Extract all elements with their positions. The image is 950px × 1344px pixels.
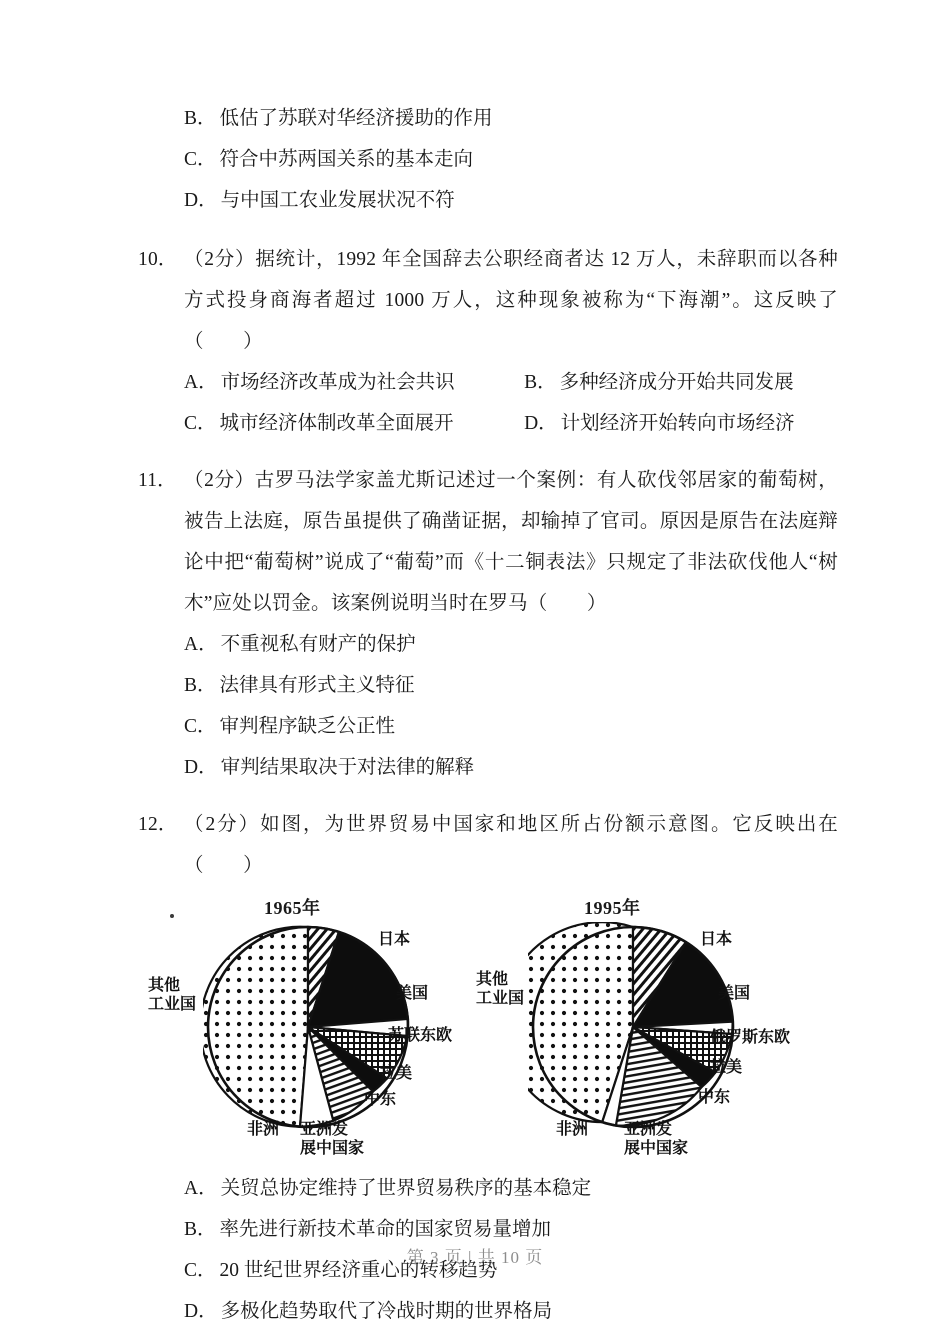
option-item[interactable]: [524, 403, 838, 444]
question-number: 11．: [138, 470, 177, 491]
pie-label-asia-developing-1965: [300, 1120, 364, 1158]
option-letter: A．: [184, 634, 218, 655]
pie-chart-1995: [478, 892, 808, 1160]
option-letter: A．: [184, 1178, 218, 1199]
pie-label-asia-line1: 亚洲发: [624, 1121, 673, 1138]
question-stem-line: [138, 804, 838, 886]
pie-label-africa-1965: 非洲: [247, 1121, 280, 1138]
option-item[interactable]: [184, 706, 838, 747]
option-letter: C．: [184, 716, 217, 737]
pie-label-other-industrial-1995: [476, 970, 524, 1008]
option-row: [184, 362, 838, 403]
option-letter: C．: [184, 1260, 217, 1281]
question-stem: [184, 804, 838, 886]
pie-title-1995: 1995年: [584, 898, 641, 918]
option-item[interactable]: [184, 139, 838, 180]
pie-label-other-line2: 工业国: [148, 996, 197, 1013]
option-text: 符合中苏两国关系的基本走向: [219, 149, 474, 170]
option-row: [184, 706, 838, 747]
option-letter: A．: [184, 372, 218, 393]
option-letter: D．: [184, 757, 218, 778]
page-footer: 第 3 页 | 共 10 页: [406, 1248, 544, 1267]
option-text: 法律具有形式主义特征: [219, 675, 415, 696]
option-text: 与中国工农业发展状况不符: [220, 190, 455, 211]
pie-label-asia-developing-1995: [624, 1120, 688, 1158]
option-item[interactable]: [184, 403, 524, 444]
option-item[interactable]: [524, 362, 838, 403]
option-text: 城市经济体制改革全面展开: [219, 413, 454, 434]
option-item[interactable]: [184, 1291, 838, 1332]
option-letter: C．: [184, 413, 217, 434]
pie-chart-1965: [148, 892, 478, 1160]
question-stem-line: [138, 460, 838, 624]
option-row: [184, 403, 838, 444]
option-text: 审判结果取决于对法律的解释: [220, 757, 475, 778]
option-letter: B．: [524, 372, 557, 393]
option-letter: D．: [184, 190, 218, 211]
option-item[interactable]: [184, 747, 838, 788]
pie-label-japan-1995: 日本: [700, 931, 733, 948]
option-text: 计划经济开始转向市场经济: [560, 413, 795, 434]
option-row: [184, 98, 838, 139]
option-letter: B．: [184, 675, 217, 696]
pie-label-middle-east-1995: 中东: [698, 1089, 731, 1106]
pie-label-japan-1965: 日本: [378, 931, 411, 948]
question-stem: [184, 239, 838, 362]
option-text: 20 世纪世界经济重心的转移趋势: [219, 1260, 498, 1281]
option-text: 关贸总协定维持了世界贸易秩序的基本稳定: [220, 1178, 592, 1199]
question-10: [138, 239, 838, 444]
pie-label-africa-1995: 非洲: [556, 1121, 589, 1138]
option-item[interactable]: [184, 624, 838, 665]
pie-label-latin-america-1965: 拉美: [380, 1065, 413, 1082]
option-row: [184, 624, 838, 665]
pie-label-latin-america-1995: 拉美: [710, 1059, 743, 1076]
option-item[interactable]: [184, 180, 838, 221]
option-row: [184, 180, 838, 221]
option-letter: D．: [184, 1301, 218, 1322]
question-stem-text: 古罗马法学家盖尤斯记述过一个案例：有人砍伐邻居家的葡萄树，被告上法庭，原告虽提供了确凿证据，却输掉了官司。原因是原告在法庭辩论中把“葡萄树”说成了“葡萄”而《十二铜表法》只规定了非法砍伐他人“树木”应处以罚金。该案例说明当时在罗马（ ）: [184, 470, 838, 614]
orphan-options-block: [138, 98, 838, 221]
question-stem: [184, 460, 838, 624]
pie-label-other-line1: 其他: [148, 977, 181, 994]
page-content: [138, 98, 838, 1336]
option-row: [184, 139, 838, 180]
option-text: 市场经济改革成为社会共识: [220, 372, 455, 393]
option-text: 多极化趋势取代了冷战时期的世界格局: [220, 1301, 553, 1322]
pie-label-asia-line2: 展中国家: [624, 1140, 689, 1157]
question-number: 12．: [138, 814, 178, 835]
option-letter: C．: [184, 149, 217, 170]
pie-label-usa-1995: 美国: [718, 985, 751, 1002]
option-letter: D．: [524, 413, 558, 434]
question-11: [138, 460, 838, 788]
option-row: [184, 665, 838, 706]
question-stem-line: [138, 239, 838, 362]
option-text: 低估了苏联对华经济援助的作用: [219, 108, 493, 129]
option-item[interactable]: [184, 362, 524, 403]
option-row: [184, 747, 838, 788]
option-item[interactable]: [184, 665, 838, 706]
pie-label-soviet-east-europe-1965: 苏联东欧: [388, 1027, 453, 1044]
pie-title-1965: 1965年: [264, 898, 321, 918]
pie-chart-figure: [148, 892, 838, 1160]
option-row: [184, 1168, 838, 1209]
option-row: [184, 1291, 838, 1332]
option-text: 不重视私有财产的保护: [220, 634, 416, 655]
question-score: （2分）: [184, 470, 255, 491]
question-score: （2分）: [184, 249, 256, 270]
option-text: 多种经济成分开始共同发展: [559, 372, 794, 393]
option-letter: B．: [184, 1219, 217, 1240]
option-text: 审判程序缺乏公正性: [219, 716, 396, 737]
pie-label-asia-line2: 展中国家: [300, 1140, 365, 1157]
question-stem-text: 如图，为世界贸易中国家和地区所占份额示意图。它反映出在（ ）: [184, 814, 838, 876]
pie-label-russia-east-europe-1995: 俄罗斯东欧: [710, 1029, 791, 1046]
pie-label-middle-east-1965: 中东: [364, 1091, 397, 1108]
question-stem-text: 据统计，1992 年全国辞去公职经商者达 12 万人，未辞职而以各种方式投身商海者超过 1000 万人，这种现象被称为“下海潮”。这反映了（ ）: [184, 249, 838, 352]
option-item[interactable]: [184, 98, 838, 139]
pie-label-other-industrial-1965: [148, 976, 196, 1014]
pie-label-other-line1: 其他: [476, 971, 509, 988]
pie-label-other-line2: 工业国: [476, 990, 525, 1007]
pie-label-usa-1965: 美国: [396, 985, 429, 1002]
option-letter: B．: [184, 108, 217, 129]
question-score: （2分）: [184, 814, 261, 835]
option-item[interactable]: [184, 1168, 838, 1209]
option-text: 率先进行新技术革命的国家贸易量增加: [219, 1219, 552, 1240]
question-number: 10．: [138, 249, 178, 270]
pie-label-asia-line1: 亚洲发: [300, 1121, 349, 1138]
